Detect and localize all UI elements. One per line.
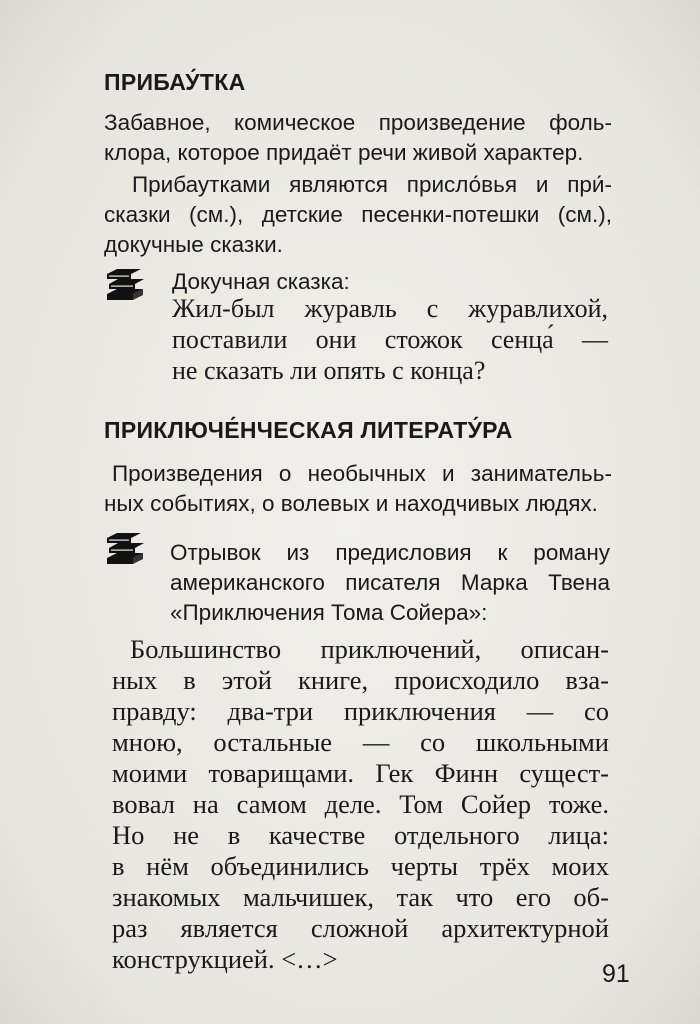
text-line-content: Прибаутками являются присло́вья и при́-	[132, 172, 612, 197]
verse-line: Жил-был журавль с журавлихой,	[172, 294, 608, 323]
excerpt-line: правду: два-три приключения — со	[112, 696, 609, 726]
verse-line: не сказать ли опять с конца?	[172, 356, 486, 385]
text-line: Забавное, комическое произведение фоль-	[104, 110, 612, 135]
excerpt-line-content: Большинство приключений, описан-	[130, 634, 609, 664]
text-line	[104, 459, 612, 489]
excerpt-tom-sawyer	[112, 634, 609, 975]
book-stack-icon	[103, 527, 147, 567]
excerpt-line: Но не в качестве отдельного лица:	[112, 820, 609, 850]
excerpt-line: в нём объединились черты трёх моих	[112, 851, 609, 881]
definition-adventure	[104, 459, 612, 519]
text-line-content: Произведения о необычных и занимательь-	[112, 461, 612, 486]
excerpt-line: ных в этой книге, происходило вза-	[112, 665, 609, 695]
section-title-adventure: ПРИКЛЮЧЕ́НЧЕСКАЯ ЛИТЕРАТУ́РА	[104, 417, 513, 443]
verse-line: поставили они стожок сенца́ —	[172, 325, 608, 354]
text-line: докучные сказки.	[104, 232, 283, 257]
text-line: ных событиях, о волевых и находчивых людях.	[104, 491, 598, 516]
text-line: «Приключения Тома Сойера»:	[170, 600, 488, 625]
excerpt-line: знакомых мальчишек, так что его об-	[112, 882, 609, 912]
text-line: Отрывок из предисловия к роману	[170, 540, 610, 565]
examples-pribautka	[104, 170, 612, 260]
example-label: Докучная сказка:	[172, 269, 350, 294]
text-line	[104, 170, 612, 200]
section-title-pribautka: ПРИБАУ́ТКА	[104, 69, 246, 95]
definition-pribautka	[104, 108, 612, 168]
source-adventure	[170, 538, 610, 628]
excerpt-line: вовал на самом деле. Том Сойер тоже.	[112, 789, 609, 819]
excerpt-line: мною, остальные — со школьными	[112, 727, 609, 757]
book-stack-icon	[103, 263, 147, 303]
text-line: американского писателя Марка Твена	[170, 570, 610, 595]
example-text-dokuchnaya	[172, 293, 608, 386]
text-line: сказки (см.), детские песенки-потешки (см.),	[104, 202, 612, 227]
excerpt-line: конструкцией. <…>	[112, 944, 338, 974]
page-number: 91	[602, 960, 630, 988]
excerpt-line: раз является сложной архитектурной	[112, 913, 609, 943]
excerpt-line: моими товарищами. Гек Финн сущест-	[112, 758, 609, 788]
excerpt-line	[112, 634, 609, 665]
text-line: клора, которое придаёт речи живой характер.	[104, 140, 584, 165]
